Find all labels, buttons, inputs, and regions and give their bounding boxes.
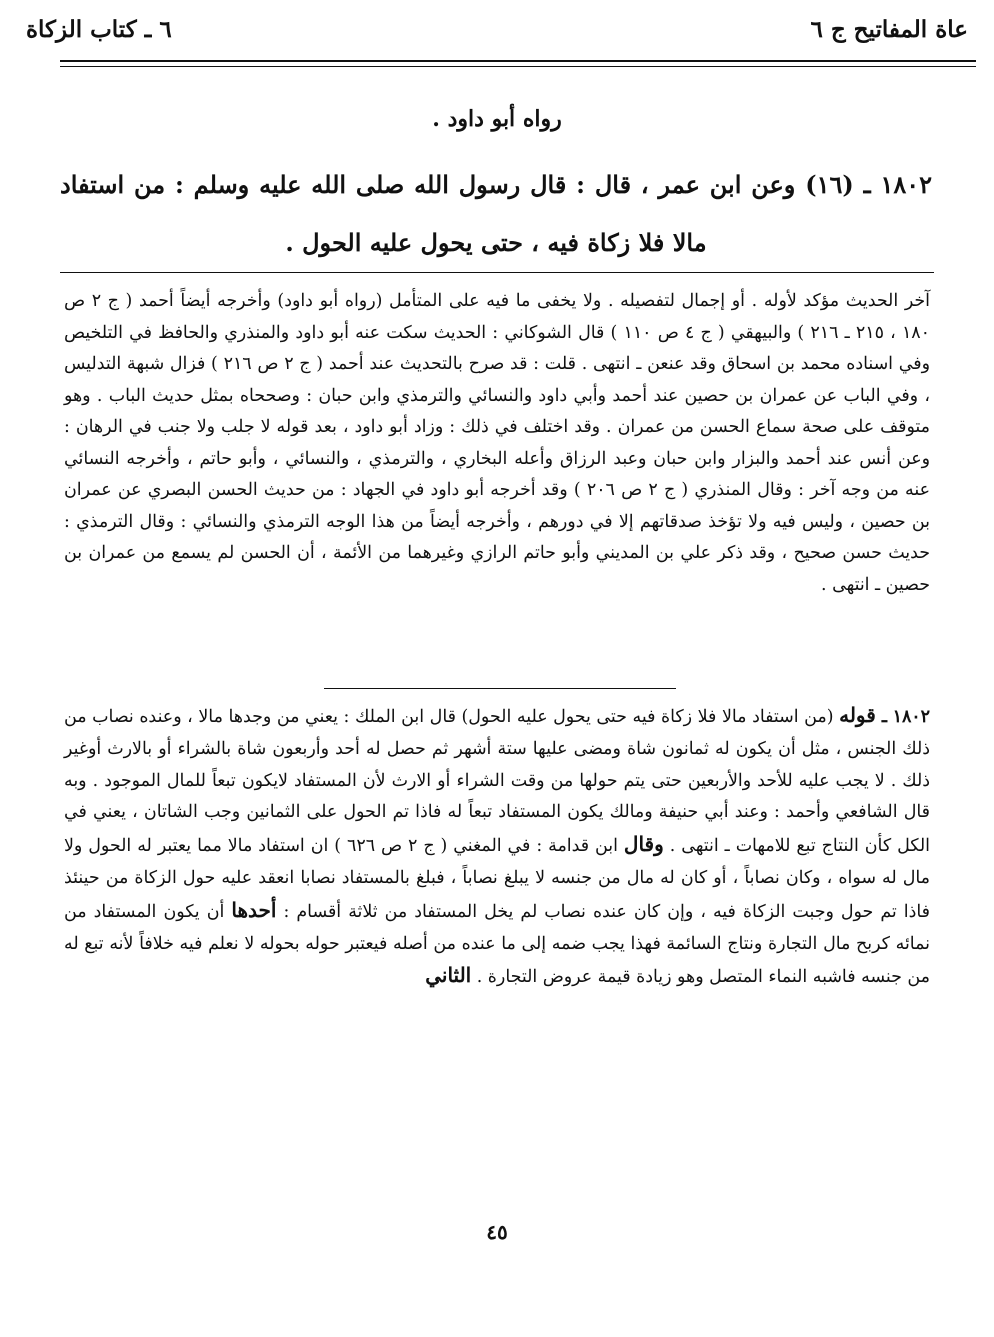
page-number: ٤٥ [486, 1220, 508, 1244]
hadith-text: ١٨٠٢ ـ (١٦) وعن ابن عمر ، قال : قال رسول الله صلى الله عليه وسلم : من استفاد مالا فلا زكاة فيه ، حتى يحول عليه الحول . [60, 170, 932, 257]
commentary-block: ١٨٠٢ ـ قوله (من استفاد مالا فلا زكاة فيه حتى يحول عليه الحول) قال ابن الملك : يعني من وجدها مالا ، وعنده نصاب من ذلك الجنس ، مثل أن يكون له ثمانون شاة ومضى عليها ستة أشهر ثم حصل له أحد وأربعون شاة بالشراء أو بالارث أوغير ذلك . لا يجب عليه للأحد والأربعين حتى يتم حولها من وقت الشراء أو الارث لأن المستفاد لايكون تبعاً للمال الموجود . وبه قال الشافعي وأحمد : وعند أبي حنيفة ومالك يكون المستفاد تبعاً له فاذا تم الحول على الثمانين وجب الشاتان ، يعني في الكل كأن النتاج تبع للامهات ـ انتهى . وقال ابن قدامة : في المغني ( ج ٢ ص ٦٢٦ ) ان استفاد مالا مما يعتبر له الحول ولا مال له سواه ، وكان نصاباً ، أو كان له مال من جنسه لا يبلغ نصاباً ، فبلغ بالمستفاد نصابا انعقد عليه حول الزكاة من حينئذ فاذا تم حول وجبت الزكاة فيه ، وإن كان عنده نصاب لم يخل المستفاد من ثلاثة أقسام : أحدها أن يكون المستفاد من نمائه كربح مال التجارة ونتاج السائمة فهذا يجب ضمه إلى ما عنده من أصله فيعتبر حوله بحوله لا نعلم فيه خلافاً لأنه تبع له من جنسه فاشبه النماء المتصل وهو زيادة قيمة عروض التجارة . الثاني [64, 703, 930, 988]
commentary-keyword: قوله [839, 703, 876, 727]
footnote-text: آخر الحديث مؤكد لأوله . أو إجمال لتفصيله . ولا يخفى ما فيه على المتأمل (رواه أبو داود) وأخرجه أيضاً أحمد ( ج ٢ ص ١٨٠ ، ٢١٥ ـ ٢١٦ ) والبيهقي ( ج ٤ ص ١١٠ ) قال الشوكاني : الحديث سكت عنه أبو داود والمنذري والحافظ في التلخيص وفي اسناده محمد بن اسحاق وقد عنعن ـ انتهى . قلت : قد صرح بالتحديث عند أحمد ( ج ٢ ص ٢١٦ ) فزال شبهة التدليس ، وفي الباب عن عمران بن حصين عند أحمد وأبي داود والنسائي والترمذي وابن حبان : وصححاه بمثل حديث الباب . وهو متوقف على صحة سماع الحسن من عمران . وقد اختلف في ذلك : وزاد أبو داود ، بعد قوله لا جلب ولا جنب في الرهان : وعن أنس عند أحمد والبزار وابن حبان وعبد الرزاق وأعله البخاري ، والترمذي ، والنسائي ، وأبو حاتم ، وأخرجه النسائي عنه من وجه آخر : وقال المنذري ( ج ٢ ص ٢٠٦ ) وقد أخرجه أبو داود في الجهاد : من حديث الحسن البصري عن عمران بن حصين ، وليس فيه ولا تؤخذ صدقاتهم إلا في دورهم ، وأخرجه أيضاً من هذا الوجه الترمذي والنسائي : وقال الترمذي : حديث حسن صحيح ، وقد ذكر علي بن المديني وأبو حاتم الرازي وغيرهما من الأئمة ، أن الحسن لم يسمع من عمران بن حصين ـ انتهى . [64, 291, 930, 595]
commentary-text-3: أن يكون المستفاد من نمائه كربح مال التجارة ونتاج السائمة فهذا يجب ضمه إلى ما عنده من أصله فيعتبر حوله بحوله لا نعلم فيه خلافاً لأنه تبع له من جنسه فاشبه النماء المتصل وهو زيادة قيمة عروض التجارة . [64, 901, 930, 988]
narrator-line: رواه أبو داود . [432, 106, 562, 132]
section-divider [60, 272, 934, 273]
commentary-keyword-3: أحدها [231, 897, 277, 922]
header-rule-thin [60, 66, 976, 67]
commentary-divider [324, 688, 676, 689]
commentary-number: ١٨٠٢ [892, 707, 930, 727]
commentary-keyword-2: وقال [623, 832, 664, 857]
header-series-title: عاة المفاتيح ج ٦ [810, 16, 968, 43]
commentary-text: (من استفاد مالا فلا زكاة فيه حتى يحول عليه الحول) قال ابن الملك : يعني من وجدها مالا ، وعنده نصاب من ذلك الجنس ، مثل أن يكون له ثمانون شاة ومضى عليها ستة أشهر ثم حصل له أحد وأربعون شاة بالشراء أو بالارث أوغير ذلك . لا يجب عليه للأحد والأربعين حتى يتم حولها من وقت الشراء أو الارث لأن المستفاد لايكون تبعاً للمال الموجود . وبه قال الشافعي وأحمد : وعند أبي حنيفة ومالك يكون المستفاد تبعاً له فاذا تم الحول على الثمانين وجب الشاتان ، يعني في الكل كأن النتاج تبع للامهات ـ انتهى . [64, 707, 930, 857]
header-rule [60, 60, 976, 62]
commentary-text-2: ابن قدامة : في المغني ( ج ٢ ص ٦٢٦ ) ان استفاد مالا مما يعتبر له الحول ولا مال له سواه ، وكان نصاباً ، أو كان له مال من جنسه لا يبلغ نصاباً ، فبلغ بالمستفاد نصابا انعقد عليه حول الزكاة من حينئذ فاذا تم حول وجبت الزكاة فيه ، وإن كان عنده نصاب لم يخل المستفاد من ثلاثة أقسام : [64, 836, 930, 922]
running-header [22, 12, 972, 48]
commentary-keyword-4: الثاني [425, 963, 472, 988]
header-book-title: ٦ ـ كتاب الزكاة [26, 16, 172, 43]
